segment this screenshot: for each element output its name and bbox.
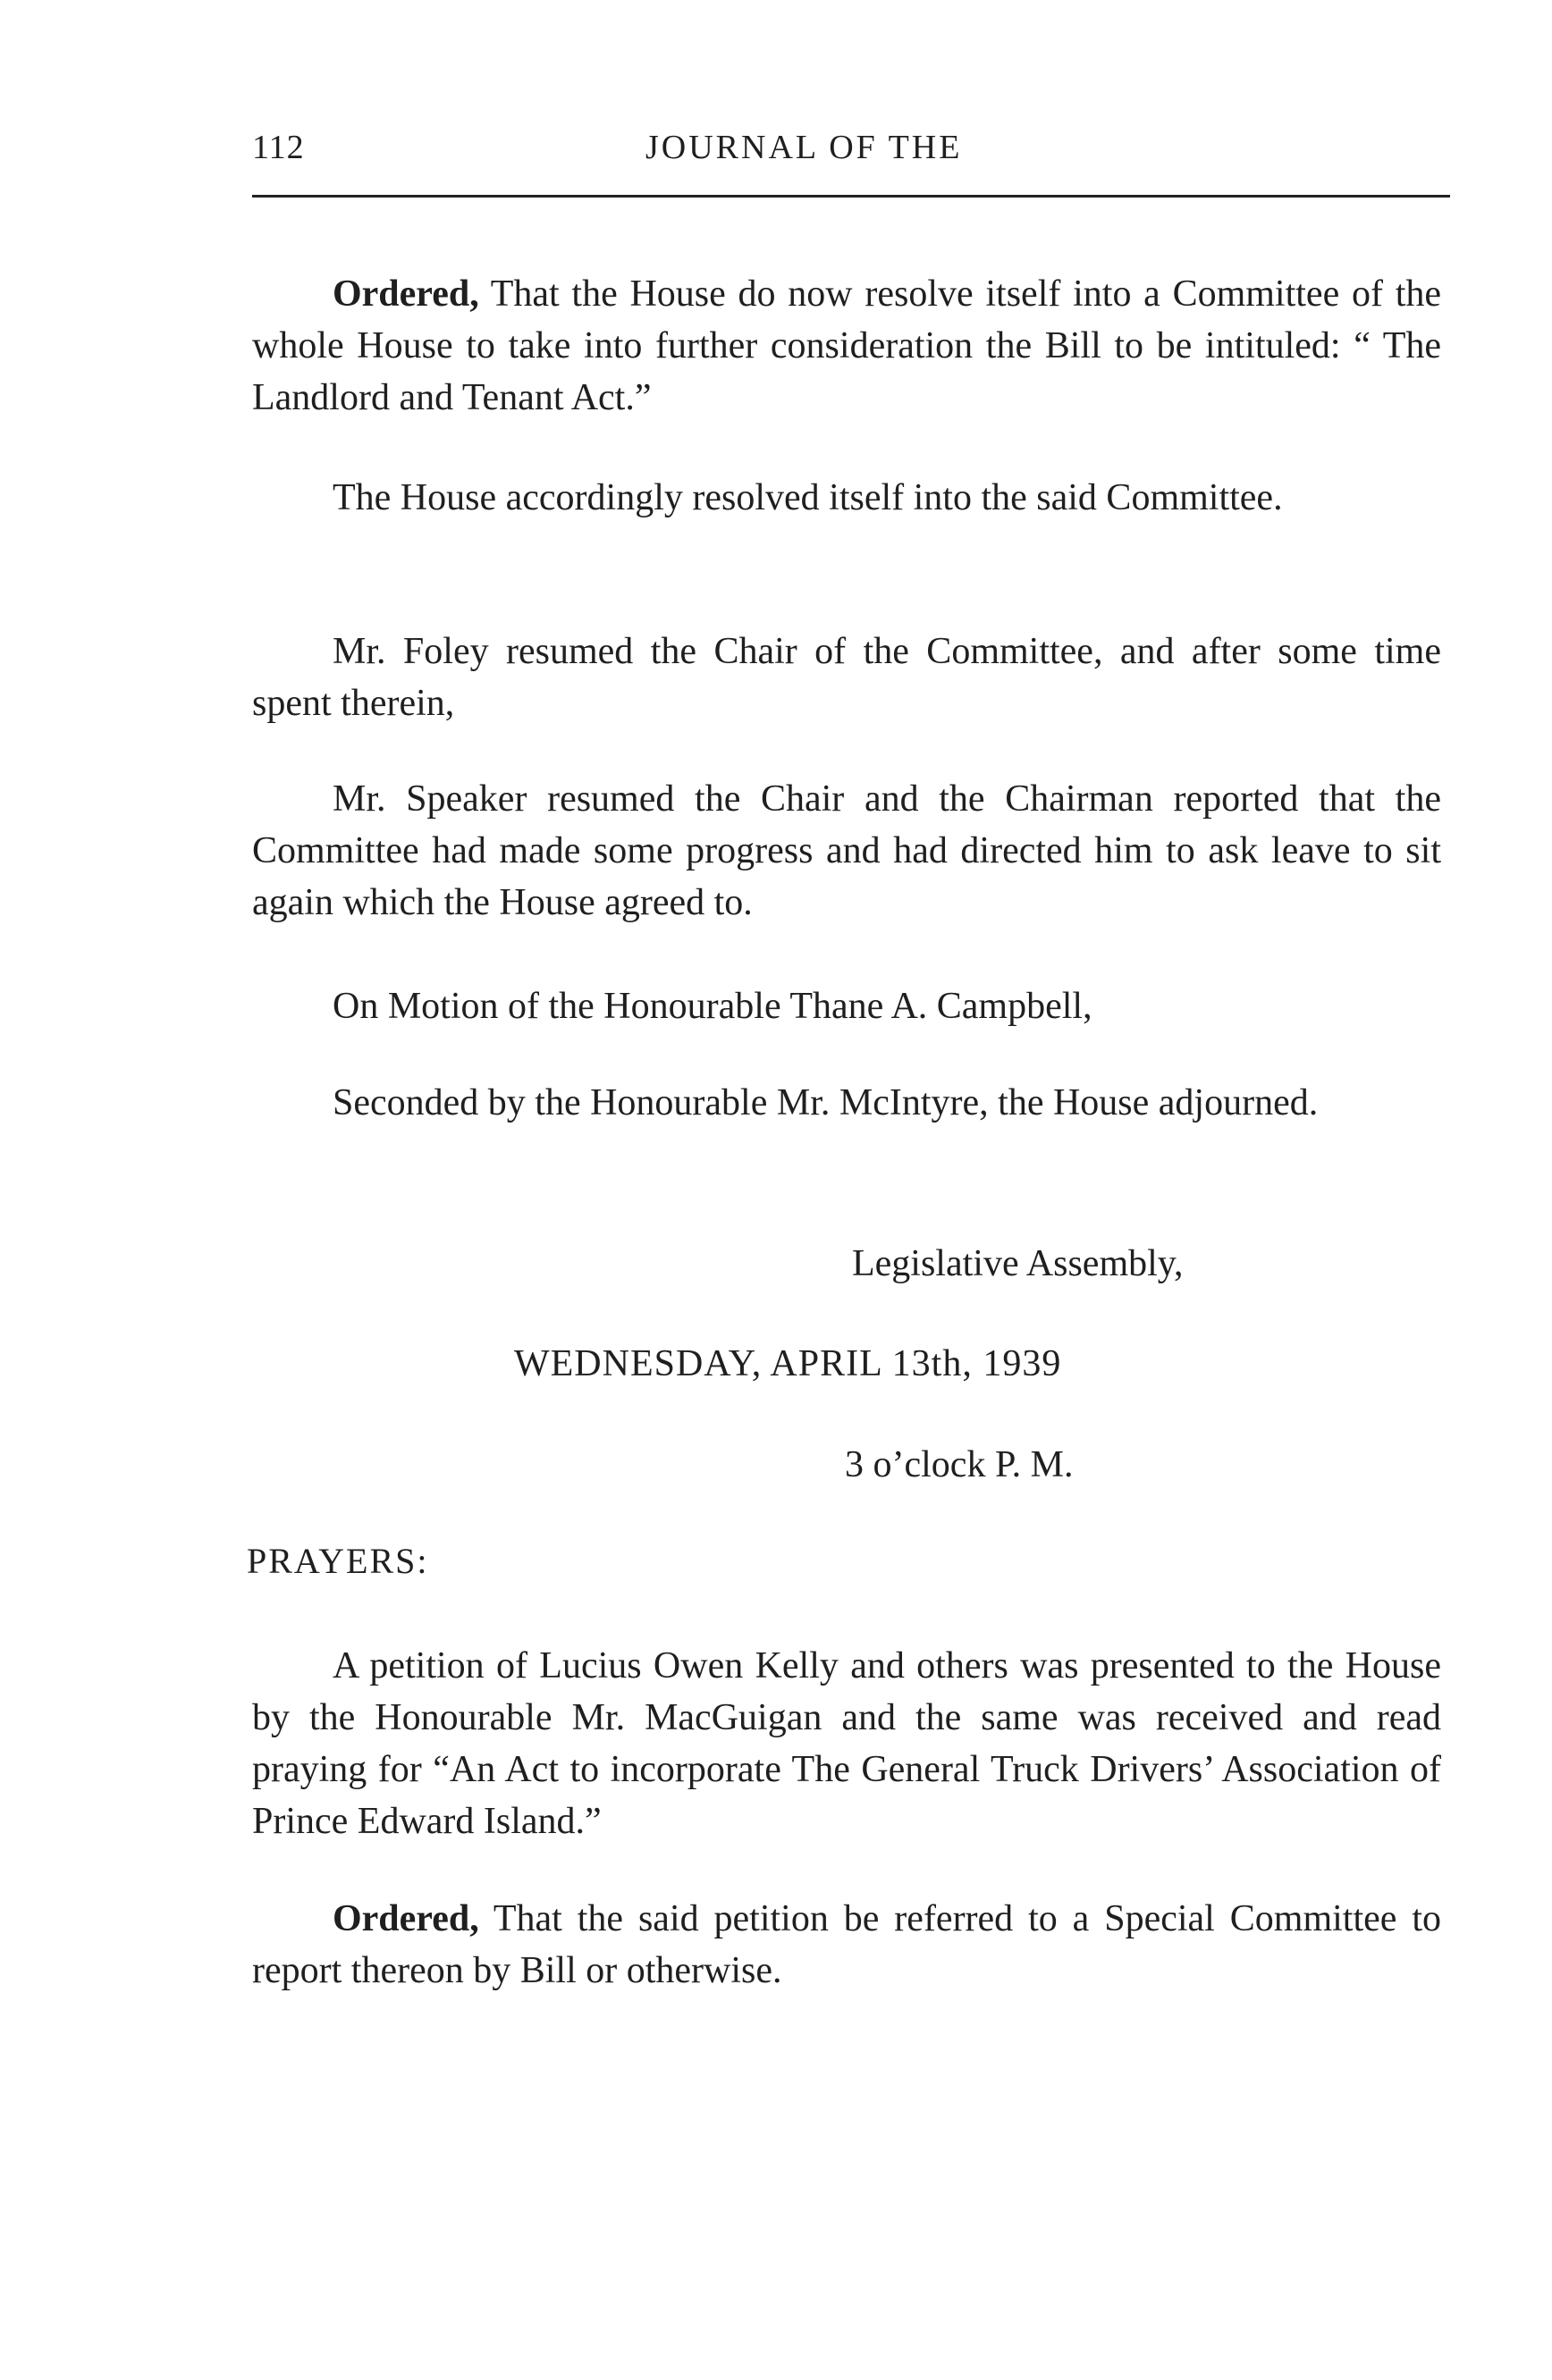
header-rule	[252, 195, 1450, 198]
paragraph-house-resolved	[252, 472, 1441, 524]
assembly-heading: Legislative Assembly,	[852, 1243, 1184, 1284]
paragraph-ordered-committee	[252, 268, 1441, 424]
paragraph-motion	[252, 980, 1441, 1032]
paragraph-text: The House accordingly resolved itself into the said Committee.	[333, 477, 1283, 518]
paragraph-text: A petition of Lucius Owen Kelly and others was presented to the House by the Honourable Mr. MacGuigan and the same was received and read praying for “An Act to incorporate The General Truck Drivers’ Association of Prince Edward Island.”	[252, 1645, 1441, 1842]
paragraph-text: On Motion of the Honourable Thane A. Campbell,	[333, 986, 1092, 1027]
paragraph-text: That the House do now resolve itself into a Committee of the whole House to take into further consideration the Bill to be intituled: “ The Landlord and Tenant Act.”	[252, 273, 1442, 418]
paragraph-text: Mr. Foley resumed the Chair of the Committee, and after some time spent therein,	[252, 631, 1441, 724]
ordered-label: Ordered,	[333, 273, 479, 315]
sitting-date: WEDNESDAY, APRIL 13th, 1939	[514, 1343, 1062, 1384]
paragraph-speaker-report	[252, 773, 1441, 929]
running-head: JOURNAL OF THE	[645, 129, 963, 166]
paragraph-text: Seconded by the Honourable Mr. McIntyre, the House adjourned.	[333, 1082, 1319, 1123]
sitting-time: 3 o’clock P. M.	[845, 1444, 1074, 1485]
ordered-label: Ordered,	[333, 1898, 479, 1939]
paragraph-text: That the said petition be referred to a Special Committee to report thereon by Bill or otherwise.	[252, 1898, 1441, 1991]
paragraph-seconded	[252, 1077, 1441, 1129]
paragraph-petition	[252, 1640, 1441, 1847]
page-number: 112	[252, 129, 305, 166]
paragraph-foley-chair	[252, 626, 1441, 729]
paragraph-text: Mr. Speaker resumed the Chair and the Chairman reported that the Committee had made some progress and had directed him to ask leave to sit again which the House agreed to.	[252, 778, 1441, 923]
prayers-heading: PRAYERS:	[247, 1541, 429, 1581]
page-header	[252, 128, 1450, 181]
paragraph-ordered-referral	[252, 1893, 1441, 1997]
